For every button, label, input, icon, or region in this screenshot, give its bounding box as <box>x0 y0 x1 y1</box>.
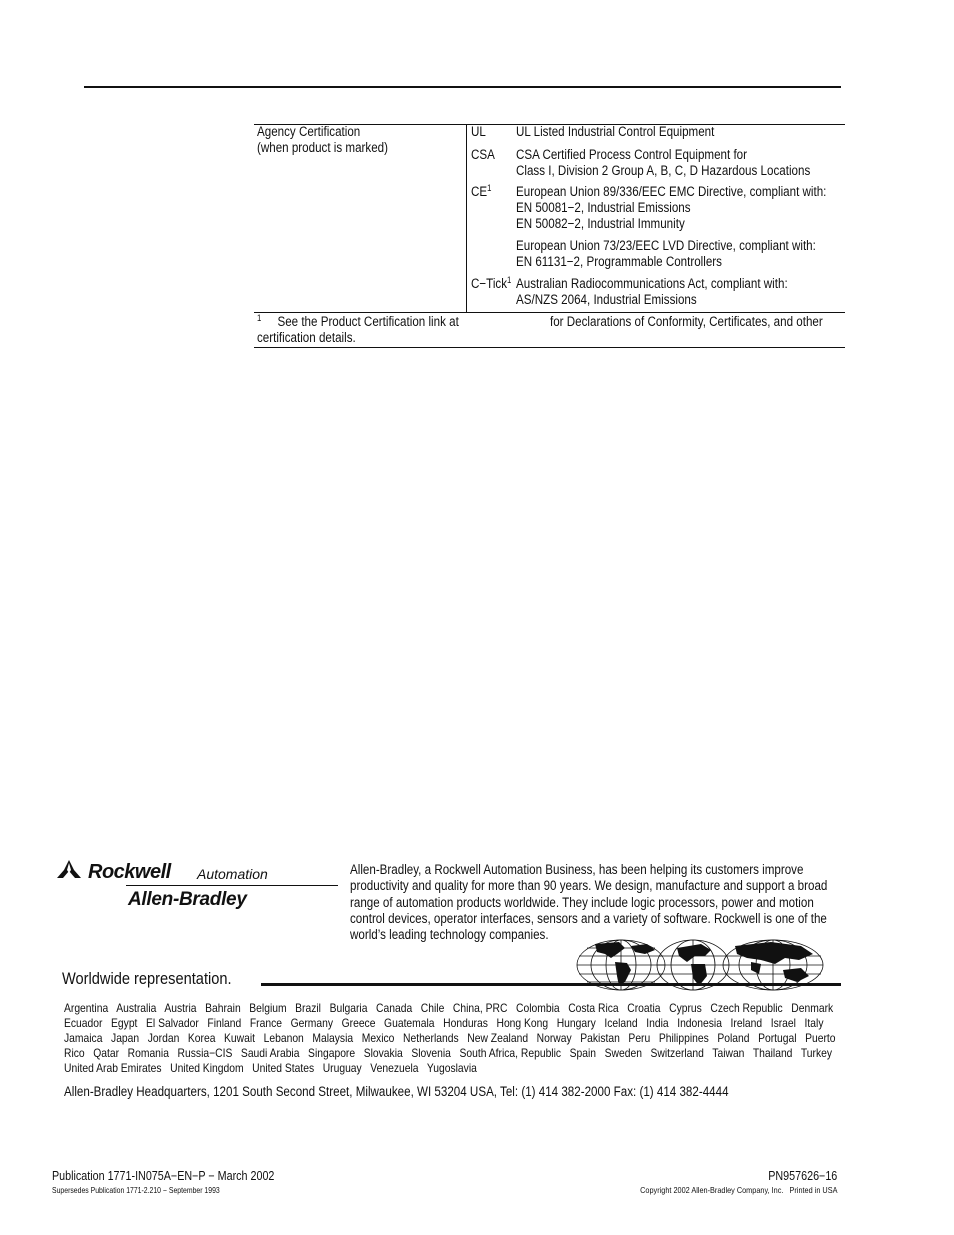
publication-number: Publication 1771-IN075A−EN−P − March 2002 <box>52 1169 275 1183</box>
about-line: Allen-Bradley, a Rockwell Automation Business, has been helping its customers improve <box>350 862 804 877</box>
footnote-ref: 1 <box>507 275 512 285</box>
country-line: Argentina Australia Austria Bahrain Belgium Brazil Bulgaria Canada Chile China, PRC Colombia Costa Rica Croatia Cyprus Czech Republic Denmark <box>64 1001 834 1015</box>
table-footnote: $^1$ See the Product Certification link at <box>257 313 459 329</box>
rockwell-wordmark: Rockwell <box>88 861 171 883</box>
certification-label-line2: (when product is marked) <box>257 140 388 155</box>
about-line: world’s leading technology companies. <box>350 927 549 943</box>
part-number: PN957626−16 <box>767 1169 837 1183</box>
table-column-divider <box>466 124 467 312</box>
country-line: Ecuador Egypt El Salvador Finland France Germany Greece Guatemala Honduras Hong Kong Hungary Iceland India Indonesia Ireland Israel Italy <box>64 1016 824 1030</box>
country-line: Rico Qatar Romania Russia−CIS Saudi Arabia Singapore Slovakia Slovenia South Africa, Republic Spain Sweden Switzerland Taiwan Thailand Turkey <box>64 1046 833 1060</box>
about-line: control devices, operator interfaces, sensors and a variety of software. Rockwell is one of the <box>350 910 827 926</box>
cert-code-ce: $CE^1$ <box>471 183 492 199</box>
about-line: productivity and quality for more than 90 years. We design, manufacture and support a broad <box>350 878 828 894</box>
worldwide-heading: Worldwide representation. <box>62 969 232 988</box>
automation-wordmark: Automation <box>197 866 268 882</box>
table-footnote-continued: for Declarations of Conformity, Certificates, and other <box>550 314 823 329</box>
cert-desc-ctick: Australian Radiocommunications Act, compliant with: AS/NZS 2064, Industrial Emissions <box>516 276 788 307</box>
country-list <box>64 1001 854 1076</box>
about-line: range of automation products worldwide. They include logic processors, power and motion <box>350 894 814 910</box>
cert-desc-ce-lvd: European Union 73/23/EEC LVD Directive, compliant with: EN 61131−2, Programmable Controllers <box>516 238 816 269</box>
company-description <box>350 862 905 943</box>
table-footnote-line2: certification details. <box>257 330 356 345</box>
copyright-notice: Copyright 2002 Allen-Bradley Company, Inc. Printed in USA <box>639 1185 837 1195</box>
cert-desc-ce-emc: European Union 89/336/EEC EMC Directive, compliant with: EN 50081−2, Industrial Emissions EN 50082−2, Industrial Immunity <box>516 184 827 231</box>
rockwell-allen-bradley-logo <box>56 856 338 916</box>
cert-desc-csa: CSA Certified Process Control Equipment for Class I, Division 2 Group A, B, C, D Hazardous Locations <box>516 147 811 178</box>
headquarters-address: Allen-Bradley Headquarters, 1201 South Second Street, Milwaukee, WI 53204 USA, Tel: (1) 414 382-2000 Fax: (1) 414 382-4444 <box>64 1084 729 1099</box>
cert-code-ul: UL <box>471 124 486 139</box>
footnote-ref: 1 <box>487 183 492 193</box>
certification-label <box>257 124 409 156</box>
table-footnote-rule <box>254 312 845 313</box>
worldwide-rule <box>261 983 841 986</box>
agency-certification-table <box>254 124 845 348</box>
certification-label-line1: Agency Certification <box>257 124 361 139</box>
cert-desc-ul: UL Listed Industrial Control Equipment <box>516 124 715 139</box>
logo-rule <box>126 885 338 886</box>
cert-code-csa: CSA <box>471 147 495 162</box>
table-bottom-rule <box>254 347 845 348</box>
cert-code-ctick: C−Tick$^1$ <box>471 275 512 291</box>
footnote-mark: 1 <box>257 313 262 323</box>
country-line: United Arab Emirates United Kingdom United States Uruguay Venezuela Yugoslavia <box>64 1061 477 1075</box>
allen-bradley-wordmark: Allen-Bradley <box>128 889 247 910</box>
country-line: Jamaica Japan Jordan Korea Kuwait Lebanon Malaysia Mexico Netherlands New Zealand Norway Pakistan Peru Philippines Poland Portugal Puerto <box>64 1031 836 1045</box>
header-rule <box>84 86 841 88</box>
rockwell-logo-icon <box>56 859 82 881</box>
supersedes-note: Supersedes Publication 1771-2.210 − September 1993 <box>52 1186 220 1195</box>
